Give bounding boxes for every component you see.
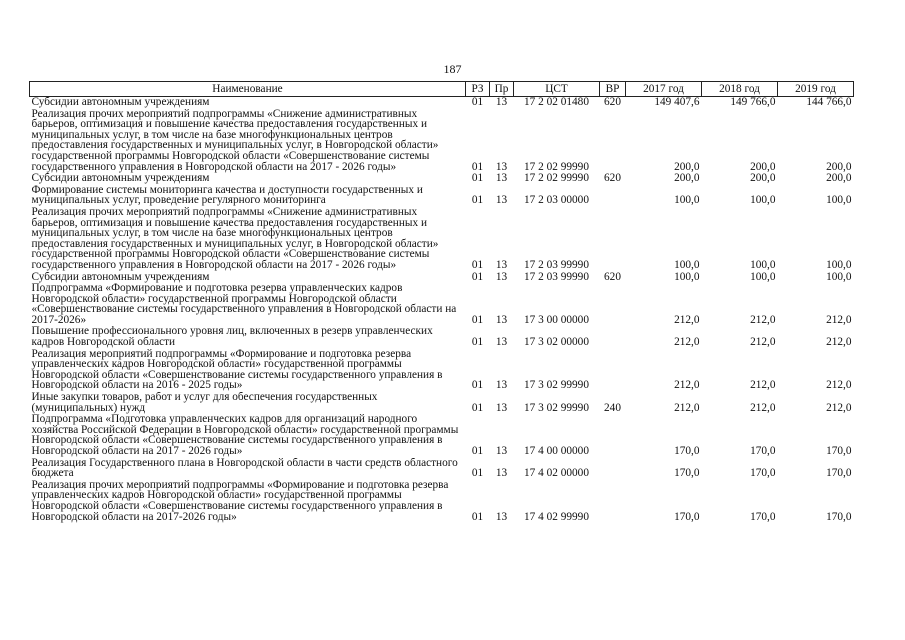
row-name-cell: Реализация Государственного плана в Новгородской области в части средств областного бюджета [31, 457, 458, 480]
row-name-cell: Реализация прочих мероприятий подпрограммы «Снижение административных барьеров, оптимизация и повышение качества предоставления государственных и муниципальных услуг, в том числе на базе многофункциональных центров предоставления государственных и муниципальных услуг, в Новгородской области» государственной программы Новгородской области «Совершенствование системы государственного управления в Новгородской области на 2017 - 2026 годы» [31, 206, 439, 271]
row-name-cell: Повышение профессионального уровня лиц, включенных в резерв управленческих кадров Новгородской области [31, 326, 433, 349]
row-name-cell: Субсидии автономным учреждениям [31, 96, 210, 108]
row-2017-cell: 170,0 [674, 445, 700, 457]
row-rz-cell: 01 [471, 379, 484, 392]
row-2019-cell: 212,0 [826, 313, 852, 326]
row-2018-cell: 200,0 [750, 160, 776, 173]
row-vr-cell: 240 [604, 401, 621, 414]
table-row [30, 207, 854, 272]
header-2019: 2019 год [778, 82, 854, 97]
row-name-cell: Подпрограмма «Формирование и подготовка резерва управленческих кадров Новгородской области» государственной программы Новгородской области «Совершенствование системы государственного управления в Новгородской области на 2017-2026» [31, 283, 457, 326]
row-cst-cell: 17 4 00 00000 [524, 445, 589, 457]
row-2018-cell: 200,0 [750, 173, 776, 185]
row-vr-cell [600, 207, 626, 272]
table-body [30, 97, 854, 524]
table-row [30, 326, 854, 348]
table-row [30, 458, 854, 480]
table-header-row [30, 82, 854, 97]
row-pr-cell: 13 [495, 173, 508, 185]
header-2017: 2017 год [626, 82, 702, 97]
row-2019-cell: 200,0 [826, 160, 852, 173]
row-pr-cell: 13 [495, 258, 508, 271]
budget-table [29, 81, 854, 523]
row-rz-cell: 01 [471, 445, 484, 457]
table-row [30, 349, 854, 392]
table-row [30, 272, 854, 284]
header-vr: ВР [600, 82, 626, 97]
row-pr-cell: 13 [495, 271, 508, 283]
row-cst-cell: 17 3 02 99990 [524, 379, 589, 392]
row-vr-cell [600, 349, 626, 392]
row-2019-cell: 212,0 [826, 401, 852, 414]
row-rz-cell: 01 [471, 510, 484, 523]
row-pr-cell: 13 [495, 467, 508, 480]
row-vr-cell [600, 480, 626, 523]
row-pr-cell: 13 [495, 160, 508, 173]
row-pr-cell: 13 [495, 510, 508, 523]
row-pr-cell: 13 [495, 445, 508, 457]
row-rz-cell: 01 [471, 313, 484, 326]
row-vr-cell [600, 326, 626, 348]
row-name-cell: Реализация прочих мероприятий подпрограммы «Снижение административных барьеров, оптимизация и повышение качества предоставления государственных и муниципальных услуг, в том числе на базе многофункциональных центров предоставления государственных и муниципальных услуг, в Новгородской области» государственной программы Новгородской области «Совершенствование системы государственного управления в Новгородской области на 2017 - 2026 годы» [31, 108, 439, 173]
table-row [30, 109, 854, 174]
row-2017-cell: 212,0 [674, 379, 700, 392]
row-name-cell: Реализация прочих мероприятий подпрограммы «Формирование и подготовка резерва управленческих кадров Новгородской области» государственной программы Новгородской области «Совершенствование системы государственного управления в Новгородской области на 2017-2026 годы» [31, 479, 449, 523]
table-row [30, 173, 854, 185]
row-rz-cell: 01 [471, 96, 484, 108]
row-vr-cell [600, 458, 626, 480]
row-rz-cell: 01 [471, 173, 484, 185]
row-rz-cell: 01 [471, 401, 484, 414]
row-2018-cell: 170,0 [750, 510, 776, 523]
row-vr-cell: 620 [604, 271, 621, 283]
row-cst-cell: 17 3 02 00000 [524, 336, 589, 349]
row-2019-cell: 212,0 [826, 379, 852, 392]
row-2017-cell: 100,0 [674, 258, 700, 271]
table-row [30, 97, 854, 109]
row-cst-cell: 17 4 02 99990 [524, 510, 589, 523]
row-2017-cell: 100,0 [674, 194, 700, 207]
table-row [30, 283, 854, 326]
row-cst-cell: 17 4 02 00000 [524, 467, 589, 480]
row-2018-cell: 100,0 [750, 271, 776, 283]
header-name: Наименование [30, 82, 466, 97]
row-2018-cell: 170,0 [750, 467, 776, 480]
row-name-cell: Подпрограмма «Подготовка управленческих кадров для организаций народного хозяйства Российской Федерации в Новгородской области» государственной программы Новгородской области «Совершенствование системы государственного управления в Новгородской области на 2017 - 2026 годы» [31, 414, 459, 457]
row-2019-cell: 170,0 [826, 510, 852, 523]
row-cst-cell: 17 2 03 00000 [524, 194, 589, 207]
row-2017-cell: 100,0 [674, 271, 700, 283]
row-cst-cell: 17 2 03 99990 [524, 258, 589, 271]
row-2019-cell: 170,0 [826, 467, 852, 480]
row-2018-cell: 100,0 [750, 258, 776, 271]
row-2017-cell: 170,0 [674, 510, 700, 523]
row-name-cell: Субсидии автономным учреждениям [31, 271, 210, 283]
row-rz-cell: 01 [471, 258, 484, 271]
row-2017-cell: 170,0 [674, 467, 700, 480]
row-2019-cell: 212,0 [826, 336, 852, 349]
row-name-cell: Формирование системы мониторинга качества и доступности государственных и муниципальных услуг, проведение регулярного мониторинга [31, 184, 423, 207]
row-2018-cell: 212,0 [750, 379, 776, 392]
row-pr-cell: 13 [495, 313, 508, 326]
row-pr-cell: 13 [495, 336, 508, 349]
row-rz-cell: 01 [471, 194, 484, 207]
row-rz-cell: 01 [471, 336, 484, 349]
row-rz-cell: 01 [471, 160, 484, 173]
header-cst: ЦСТ [514, 82, 600, 97]
row-2019-cell: 200,0 [826, 173, 852, 185]
table-row [30, 414, 854, 457]
row-name-cell: Субсидии автономным учреждениям [31, 173, 210, 185]
row-name-cell: Иные закупки товаров, работ и услуг для обеспечения государственных (муниципальных) нужд [31, 392, 378, 414]
row-vr-cell [600, 109, 626, 174]
table-row [30, 480, 854, 523]
row-vr-cell [600, 283, 626, 326]
row-cst-cell: 17 2 02 99990 [524, 160, 589, 173]
row-2017-cell: 200,0 [674, 160, 700, 173]
row-cst-cell: 17 2 03 99990 [524, 271, 589, 283]
row-2019-cell: 100,0 [826, 271, 852, 283]
row-pr-cell: 13 [495, 379, 508, 392]
row-2018-cell: 100,0 [750, 194, 776, 207]
row-2018-cell: 149 766,0 [730, 96, 776, 108]
row-2017-cell: 212,0 [674, 313, 700, 326]
row-2018-cell: 212,0 [750, 313, 776, 326]
row-cst-cell: 17 3 02 99990 [524, 401, 589, 414]
row-rz-cell: 01 [471, 467, 484, 480]
row-vr-cell: 620 [604, 173, 621, 185]
row-2019-cell: 144 766,0 [806, 96, 852, 108]
row-2019-cell: 100,0 [826, 258, 852, 271]
row-2018-cell: 212,0 [750, 401, 776, 414]
row-cst-cell: 17 2 02 99990 [524, 173, 589, 185]
header-2018: 2018 год [702, 82, 778, 97]
row-pr-cell: 13 [495, 96, 508, 108]
row-2017-cell: 212,0 [674, 401, 700, 414]
row-2019-cell: 100,0 [826, 194, 852, 207]
row-rz-cell: 01 [471, 271, 484, 283]
row-vr-cell [600, 414, 626, 457]
header-rz: РЗ [466, 82, 490, 97]
row-2018-cell: 212,0 [750, 336, 776, 349]
row-2017-cell: 212,0 [674, 336, 700, 349]
row-cst-cell: 17 3 00 00000 [524, 313, 589, 326]
row-name-cell: Реализация мероприятий подпрограммы «Формирование и подготовка резерва управленческих кадров Новгородской области» государственной программы Новгородской области «Совершенствование системы государственного управления в Новгородской области на 2016 - 2025 годы» [31, 348, 443, 392]
row-pr-cell: 13 [495, 194, 508, 207]
row-vr-cell [600, 185, 626, 207]
row-pr-cell: 13 [495, 401, 508, 414]
row-2017-cell: 200,0 [674, 173, 700, 185]
header-pr: Пр [490, 82, 514, 97]
row-2018-cell: 170,0 [750, 445, 776, 457]
page-number: 187 [443, 62, 462, 76]
row-2019-cell: 170,0 [826, 445, 852, 457]
table-row [30, 392, 854, 414]
row-2017-cell: 149 407,6 [654, 96, 700, 108]
table-row [30, 185, 854, 207]
row-vr-cell: 620 [604, 96, 621, 108]
row-cst-cell: 17 2 02 01480 [524, 96, 589, 108]
